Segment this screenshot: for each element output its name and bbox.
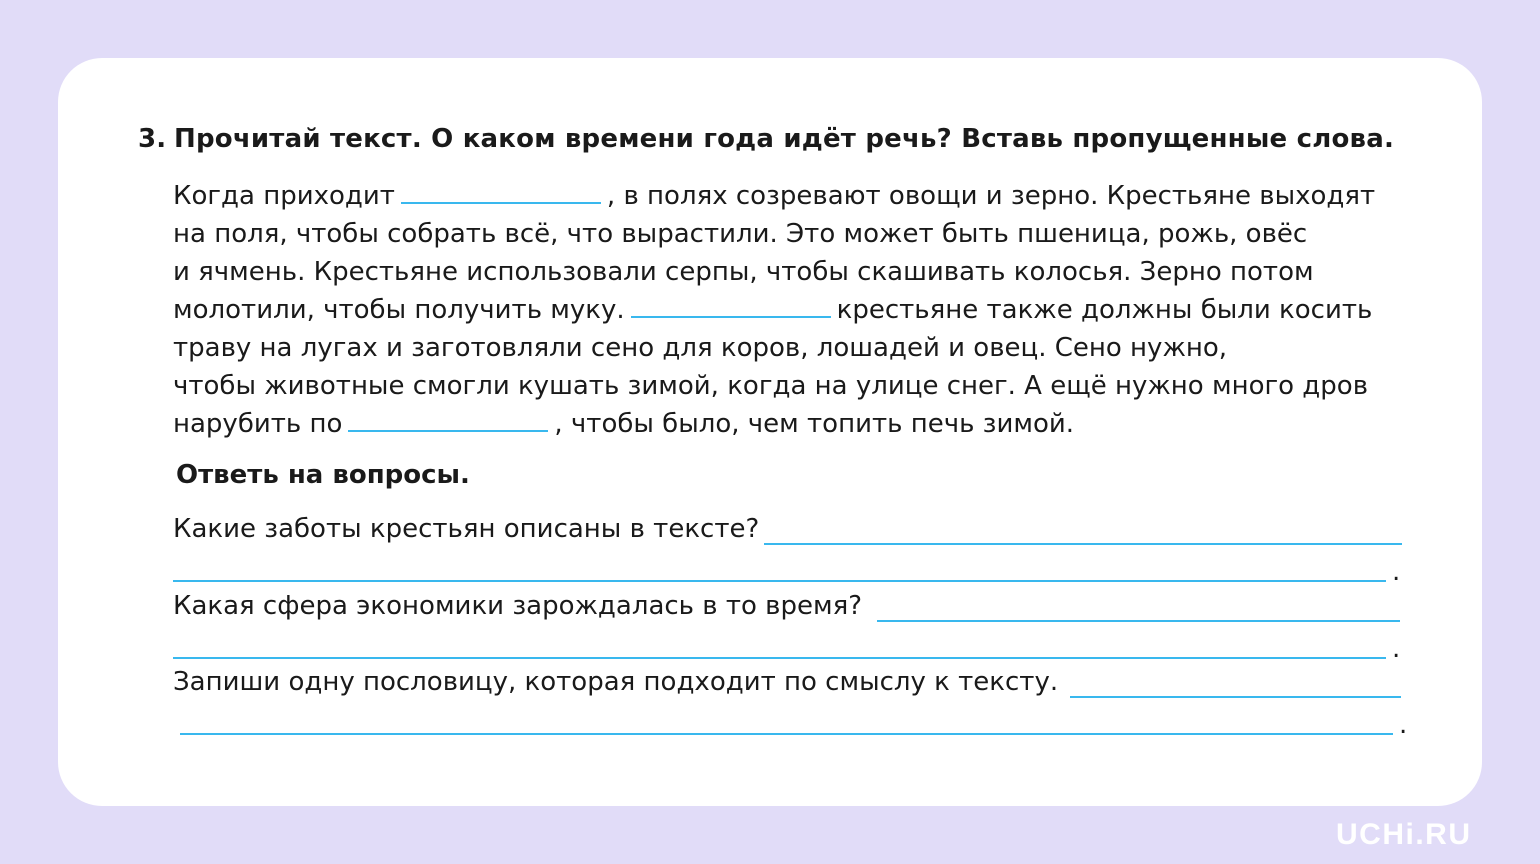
task-title: Прочитай текст. О каком времени года идёт речь? Вставь пропущенные слова. (174, 124, 1395, 154)
passage-line-4 (173, 291, 1372, 329)
fill-blank-2[interactable] (631, 298, 831, 318)
task-number: 3. (138, 124, 167, 154)
questions-heading: Ответь на вопросы. (176, 460, 470, 490)
passage-line-7 (173, 405, 1074, 443)
period: . (1392, 557, 1401, 587)
period: . (1392, 634, 1401, 664)
passage-line-1 (173, 177, 1375, 215)
task-heading (138, 124, 1394, 154)
passage-line-5: траву на лугах и заготовляли сено для коров, лошадей и овец. Сено нужно, (173, 333, 1228, 363)
passage-text: , чтобы было, чем топить печь зимой. (554, 409, 1075, 439)
passage-line-2: на поля, чтобы собрать всё, что вырастили. Это может быть пшеница, рожь, овёс (173, 219, 1308, 249)
fill-blank-1[interactable] (401, 184, 601, 204)
passage-text: нарубить по (173, 409, 343, 439)
question-3: Запиши одну пословицу, которая подходит по смыслу к тексту. (173, 667, 1059, 697)
passage-text: Когда приходит (173, 181, 395, 211)
answer-line-1a[interactable] (764, 543, 1402, 545)
passage-line-3: и ячмень. Крестьяне использовали серпы, чтобы скашивать колосья. Зерно потом (173, 257, 1314, 287)
period: . (1399, 710, 1408, 740)
answer-line-2a[interactable] (877, 620, 1400, 622)
uchi-logo: UCHi.RU (1336, 818, 1472, 851)
passage-line-6: чтобы животные смогли кушать зимой, когда на улице снег. А ещё нужно много дров (173, 371, 1369, 401)
answer-line-3b[interactable] (180, 733, 1393, 735)
passage-text: , в полях созревают овощи и зерно. Крестьяне выходят (606, 181, 1376, 211)
answer-line-1b[interactable] (173, 580, 1386, 582)
passage-text: молотили, чтобы получить муку. (173, 295, 625, 325)
question-2: Какая сфера экономики зарождалась в то время? (173, 591, 863, 621)
answer-line-2b[interactable] (173, 657, 1386, 659)
fill-blank-3[interactable] (348, 412, 548, 432)
answer-line-3a[interactable] (1070, 696, 1401, 698)
question-1: Какие заботы крестьян описаны в тексте? (173, 514, 760, 544)
passage-text: крестьяне также должны были косить (836, 295, 1373, 325)
